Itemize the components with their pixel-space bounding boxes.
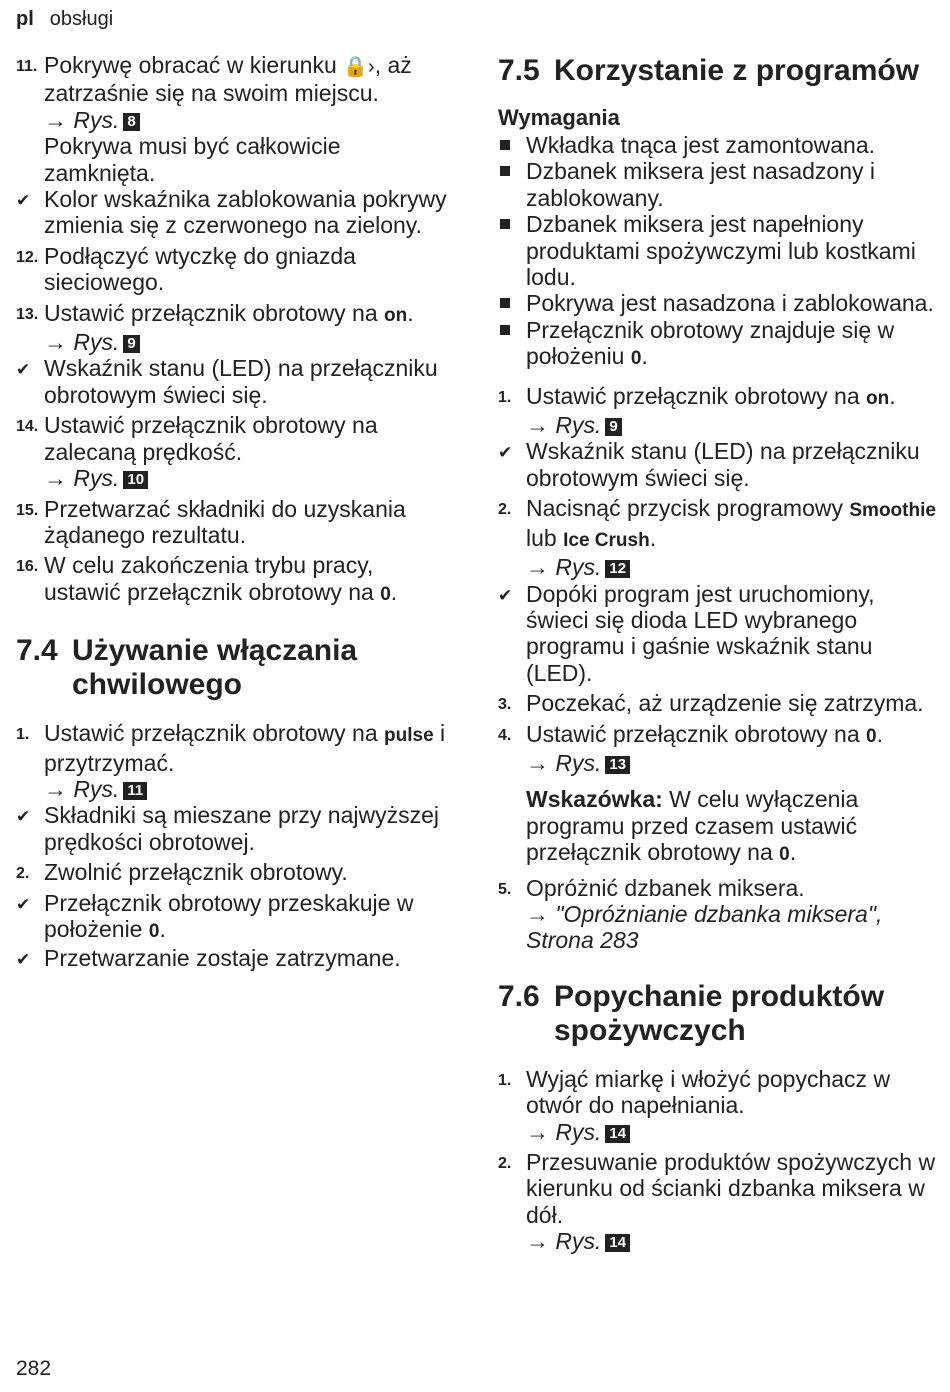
- pulse-result-2b: ✔ Przetwarzanie zostaje zatrzymane.: [16, 945, 401, 972]
- page-reference[interactable]: → "Opróżnianie dzbanka miksera", Strona 283: [526, 900, 883, 954]
- right-column: [498, 54, 938, 1255]
- program-button-name: Ice Crush: [563, 529, 650, 551]
- program-result-1: ✔ Wskaźnik stanu (LED) na przełączniku obrotowym świeci się.: [498, 438, 920, 491]
- check-icon: ✔: [16, 950, 31, 970]
- push-step-1: 1. Wyjąć miarkę i włożyć popychacz w otwór do napełniania. → Rys. 14: [498, 1066, 938, 1145]
- arrow-icon: →: [526, 749, 549, 776]
- figure-reference: → Rys. 9: [44, 329, 456, 355]
- program-result-2: ✔ Dopóki program jest uruchomiony, świeci się dioda LED wybranego programu i gaśnie wskaźnik stanu (LED).: [498, 580, 875, 686]
- arrow-icon: →: [526, 554, 549, 581]
- left-column: [16, 52, 456, 972]
- switch-position: 0: [630, 348, 642, 370]
- program-button-name: Smoothie: [849, 500, 936, 522]
- pulse-result-1: ✔ Składniki są mieszane przy najwyższej prędkości obrotowej.: [16, 802, 439, 855]
- check-icon: ✔: [16, 191, 31, 211]
- section-heading-7-4: 7.4 Używanie włączania chwilowego: [16, 634, 358, 702]
- figure-badge: 8: [123, 113, 139, 131]
- figure-reference: → Rys. 12: [526, 554, 938, 580]
- step-16: 16. W celu zakończenia trybu pracy, ustawić przełącznik obrotowy na 0.: [16, 552, 398, 605]
- language-code: pl: [16, 8, 34, 30]
- check-icon: ✔: [498, 443, 513, 463]
- figure-badge: 9: [123, 335, 139, 353]
- figure-reference: → Rys. 9: [526, 412, 938, 438]
- program-step-4: 4. Ustawić przełącznik obrotowy na 0. → Rys. 13: [498, 721, 938, 777]
- bullet-square-icon: [500, 166, 510, 176]
- hint-label: Wskazówka:: [526, 786, 663, 813]
- arrow-icon: →: [44, 775, 67, 802]
- switch-position: 0: [148, 920, 160, 942]
- figure-reference: → Rys. 11: [44, 776, 456, 802]
- section-label: obsługi: [49, 8, 114, 30]
- figure-reference: → Rys. 10: [44, 465, 456, 491]
- arrow-icon: →: [526, 900, 549, 927]
- figure-badge: 9: [605, 418, 621, 436]
- page-number: 282: [16, 1357, 52, 1380]
- lock-icon: 🔒›: [343, 56, 375, 78]
- program-step-1: 1. Ustawić przełącznik obrotowy na on. → Rys. 9: [498, 383, 938, 439]
- pulse-step-1: 1. Ustawić przełącznik obrotowy na pulse i przytrzymać. → Rys. 11: [16, 720, 456, 802]
- switch-position: on: [384, 304, 408, 326]
- arrow-icon: →: [44, 465, 67, 492]
- arrow-icon: →: [526, 1118, 549, 1145]
- arrow-icon: →: [526, 412, 549, 439]
- figure-badge: 10: [123, 471, 148, 489]
- hint-note: Wskazówka: W celu wyłączenia programu przed czasem ustawić przełącznik obrotowy na 0.: [526, 786, 859, 866]
- requirement-item: Wkładka tnąca jest zamontowana.: [498, 132, 938, 158]
- switch-position: on: [866, 387, 890, 409]
- program-step-2: 2. Nacisnąć przycisk programowy Smoothie lub Ice Crush. → Rys. 12: [498, 495, 938, 580]
- pulse-result-2a: ✔ Przełącznik obrotowy przeskakuje w położenie 0.: [16, 889, 414, 942]
- figure-badge: 13: [605, 756, 630, 774]
- switch-position: 0: [380, 583, 391, 605]
- step-11: 11. Pokrywę obracać w kierunku 🔒›, aż zatrzaśnie się na swoim miejscu. → Rys. 8 Pokrywa musi być całkowicie zamknięta.: [16, 52, 456, 186]
- figure-reference: → Rys. 8: [44, 107, 456, 133]
- push-step-2: 2. Przesuwanie produktów spożywczych w kierunku od ścianki dzbanka miksera w dół. → Rys. 14: [498, 1149, 938, 1255]
- bullet-square-icon: [500, 298, 510, 308]
- switch-position: 0: [779, 844, 790, 866]
- arrow-icon: →: [44, 329, 67, 356]
- step-14: 14. Ustawić przełącznik obrotowy na zalecaną prędkość. → Rys. 10: [16, 412, 456, 491]
- switch-position: pulse: [384, 725, 434, 747]
- figure-badge: 14: [605, 1234, 630, 1252]
- check-icon: ✔: [16, 807, 31, 827]
- requirements-title: Wymagania: [498, 105, 620, 130]
- bullet-square-icon: [500, 325, 510, 335]
- figure-reference: → Rys. 14: [526, 1228, 938, 1254]
- figure-reference: → Rys. 14: [526, 1119, 938, 1145]
- section-heading-7-6: 7.6 Popychanie produktów spożywczych: [498, 979, 885, 1047]
- step-note: Pokrywa musi być całkowicie zamknięta.: [44, 133, 341, 186]
- step-13: 13. Ustawić przełącznik obrotowy na on. → Rys. 9: [16, 300, 456, 356]
- figure-badge: 14: [605, 1125, 630, 1143]
- check-icon: ✔: [16, 894, 31, 914]
- program-step-3: 3. Poczekać, aż urządzenie się zatrzyma.: [498, 690, 924, 717]
- figure-reference: → Rys. 13: [526, 750, 938, 776]
- arrow-icon: →: [44, 106, 67, 133]
- bullet-square-icon: [500, 140, 510, 150]
- page-header: [16, 6, 113, 32]
- requirement-item: Dzbanek miksera jest napełniony produktami spożywczymi lub kostkami lodu.: [498, 211, 938, 290]
- bullet-square-icon: [500, 219, 510, 229]
- arrow-icon: →: [526, 1228, 549, 1255]
- step-12: 12. Podłączyć wtyczkę do gniazda sieciowego.: [16, 242, 356, 296]
- check-icon: ✔: [16, 360, 31, 380]
- section-heading-7-5: 7.5 Korzystanie z programów: [498, 54, 920, 87]
- result-13: ✔ Wskaźnik stanu (LED) na przełączniku obrotowym świeci się.: [16, 355, 438, 408]
- figure-badge: 12: [605, 560, 630, 578]
- pulse-step-2: 2. Zwolnić przełącznik obrotowy.: [16, 859, 348, 886]
- check-icon: ✔: [498, 585, 513, 605]
- step-15: 15. Przetwarzać składniki do uzyskania żądanego rezultatu.: [16, 495, 406, 548]
- requirement-item: Pokrywa jest nasadzona i zablokowana.: [498, 290, 938, 316]
- figure-badge: 11: [123, 782, 147, 800]
- program-step-5: 5. Opróżnić dzbanek miksera. → "Opróżnianie dzbanka miksera", Strona 283: [498, 875, 938, 954]
- result-11: ✔ Kolor wskaźnika zablokowania pokrywy zmienia się z czerwonego na zielony.: [16, 186, 447, 239]
- switch-position: 0: [866, 725, 877, 747]
- requirement-item: Przełącznik obrotowy znajduje się w położeniu 0.: [498, 317, 938, 373]
- requirement-item: Dzbanek miksera jest nasadzony i zablokowany.: [498, 158, 938, 211]
